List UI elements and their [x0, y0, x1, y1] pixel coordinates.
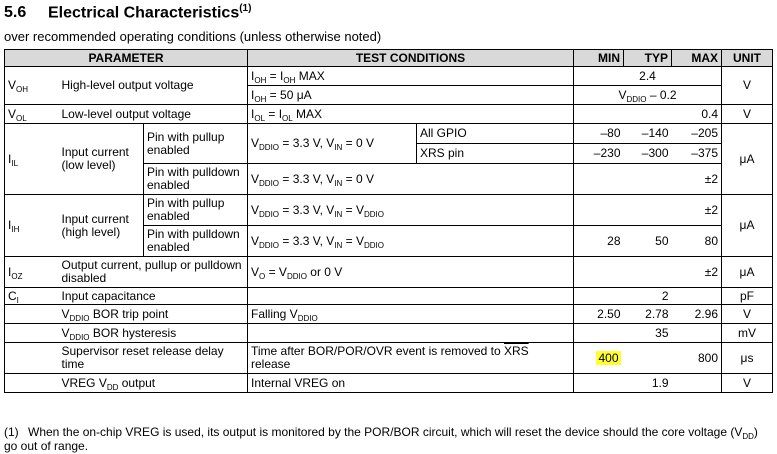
value-min: –230 [574, 144, 624, 164]
table-row [5, 374, 773, 393]
value-min [574, 105, 624, 124]
value-typ [624, 105, 672, 124]
value-max: ±2 [672, 195, 722, 226]
col-parameter: PARAMETER [5, 50, 248, 67]
footnote-marker: (1) [4, 425, 19, 439]
value-min [574, 164, 624, 195]
footnote [4, 425, 764, 453]
value-min [574, 324, 624, 343]
symbol-cell [5, 305, 59, 324]
table-row [5, 105, 773, 124]
section-subheading: over recommended operating conditions (unless otherwise noted) [4, 29, 382, 44]
heading-footnote-ref: (1) [239, 3, 252, 14]
value-max: 80 [672, 226, 722, 257]
value-typ: –300 [624, 144, 672, 164]
test-condition: Time after BOR/POR/OVR event is removed to $\overline{XRS}$ release [248, 343, 574, 374]
unit-cell: μA [722, 257, 773, 288]
symbol-cell [5, 343, 59, 374]
unit-cell: V [722, 305, 773, 324]
value-max: –375 [672, 144, 722, 164]
col-min: MIN [574, 50, 624, 67]
test-condition: Internal VREG on [248, 374, 574, 393]
symbol-cell: $V_{OL}$ [5, 105, 59, 124]
value-min: 28 [574, 226, 624, 257]
section-heading [4, 3, 251, 22]
test-condition: $V_{DDIO} = 3.3$ V, $V_{IN} = V_{DDIO}$ [248, 226, 574, 257]
value-typ: 35 [624, 324, 672, 343]
unit-cell: V [722, 67, 773, 105]
parameter-name: Input current (high level) [59, 195, 144, 257]
value-min: $V_{DDIO} - 0.2$ [574, 86, 722, 105]
pin-config: Pin with pullup enabled [144, 195, 248, 226]
parameter-name: Output current, pullup or pulldown disabled [59, 257, 248, 288]
value-max: –205 [672, 124, 722, 144]
value-min: 2.50 [574, 305, 624, 324]
parameter-name: Input current (low level) [59, 124, 144, 195]
parameter-name: $V_{DDIO}$ BOR hysteresis [59, 324, 248, 343]
value-max [672, 324, 722, 343]
value-typ [624, 257, 672, 288]
value-typ: 50 [624, 226, 672, 257]
value-typ: 2 [624, 288, 672, 305]
col-unit: UNIT [722, 50, 773, 67]
parameter-name: Supervisor reset release delay time [59, 343, 248, 374]
test-condition: Falling $V_{DDIO}$ [248, 305, 574, 324]
unit-cell: mV [722, 324, 773, 343]
value-typ: 2.78 [624, 305, 672, 324]
table-row [5, 124, 773, 144]
test-condition: $V_{DDIO} = 3.3$ V, $V_{IN} = 0$ V [248, 124, 417, 164]
col-typ: TYP [624, 50, 672, 67]
highlighted-value: 400 [598, 350, 619, 365]
unit-cell: V [722, 374, 773, 393]
test-condition: $V_O = V_{DDIO}$ or 0 V [248, 257, 574, 288]
col-max: MAX [672, 50, 722, 67]
value-min [574, 288, 624, 305]
value-min: –80 [574, 124, 624, 144]
value-max: 800 [672, 343, 722, 374]
value-typ [624, 164, 672, 195]
value-min [574, 374, 624, 393]
value-min: 2.4 [574, 67, 722, 86]
test-condition: $I_{OH} = I_{OH}$ MAX [248, 67, 574, 86]
table-row [5, 288, 773, 305]
symbol-cell: $I_{OZ}$ [5, 257, 59, 288]
footnote-text: When the on-chip VREG is used, its output is monitored by the POR/BOR circuit, which will reset the device should the core voltage $(V_{DD})$ go out of range. [4, 425, 758, 453]
value-typ: –140 [624, 124, 672, 144]
unit-cell: μA [722, 124, 773, 195]
value-min [574, 257, 624, 288]
section-number: 5.6 [4, 4, 27, 22]
value-max [672, 288, 722, 305]
value-min [574, 195, 624, 226]
test-condition: $V_{DDIO} = 3.3$ V, $V_{IN} = 0$ V [248, 164, 574, 195]
pin-config: Pin with pulldown enabled [144, 226, 248, 257]
value-min [574, 343, 624, 374]
value-max: ±2 [672, 164, 722, 195]
value-max: 2.96 [672, 305, 722, 324]
pin-config: Pin with pulldown enabled [144, 164, 248, 195]
parameter-name: $V_{DDIO}$ BOR trip point [59, 305, 248, 324]
pin-config: Pin with pullup enabled [144, 124, 248, 164]
value-max: ±2 [672, 257, 722, 288]
test-condition: $I_{OH} = 50$ μA [248, 86, 574, 105]
table-row [5, 195, 773, 226]
unit-cell: V [722, 105, 773, 124]
test-condition [248, 324, 574, 343]
parameter-name: Low-level output voltage [59, 105, 248, 124]
section-title: Electrical Characteristics [48, 4, 240, 22]
symbol-cell: $V_{OH}$ [5, 67, 59, 105]
value-max: 0.4 [672, 105, 722, 124]
symbol-cell: $I_{IH}$ [5, 195, 59, 257]
value-typ [624, 195, 672, 226]
symbol-cell: $I_{IL}$ [5, 124, 59, 195]
value-typ: 1.9 [624, 374, 672, 393]
col-test-conditions: TEST CONDITIONS [248, 50, 574, 67]
symbol-cell [5, 324, 59, 343]
test-condition: $I_{OL} = I_{OL}$ MAX [248, 105, 574, 124]
unit-cell: μA [722, 195, 773, 257]
table-row [5, 305, 773, 324]
parameter-name: High-level output voltage [59, 67, 248, 105]
sub-condition: All GPIO [417, 124, 574, 144]
parameter-name: Input capacitance [59, 288, 248, 305]
test-condition: $V_{DDIO} = 3.3$ V, $V_{IN} = V_{DDIO}$ [248, 195, 574, 226]
unit-cell: μs [722, 343, 773, 374]
table-row [5, 343, 773, 374]
value-typ [624, 343, 672, 374]
table-row [5, 67, 773, 86]
electrical-characteristics-table [4, 49, 773, 393]
unit-cell: pF [722, 288, 773, 305]
parameter-name: VREG $V_{DD}$ output [59, 374, 248, 393]
test-condition [248, 288, 574, 305]
symbol-cell [5, 374, 59, 393]
symbol-cell: $C_I$ [5, 288, 59, 305]
value-max [672, 374, 722, 393]
sub-condition: XRS pin [417, 144, 574, 164]
header-row [5, 50, 773, 67]
table-row [5, 257, 773, 288]
table-row [5, 324, 773, 343]
